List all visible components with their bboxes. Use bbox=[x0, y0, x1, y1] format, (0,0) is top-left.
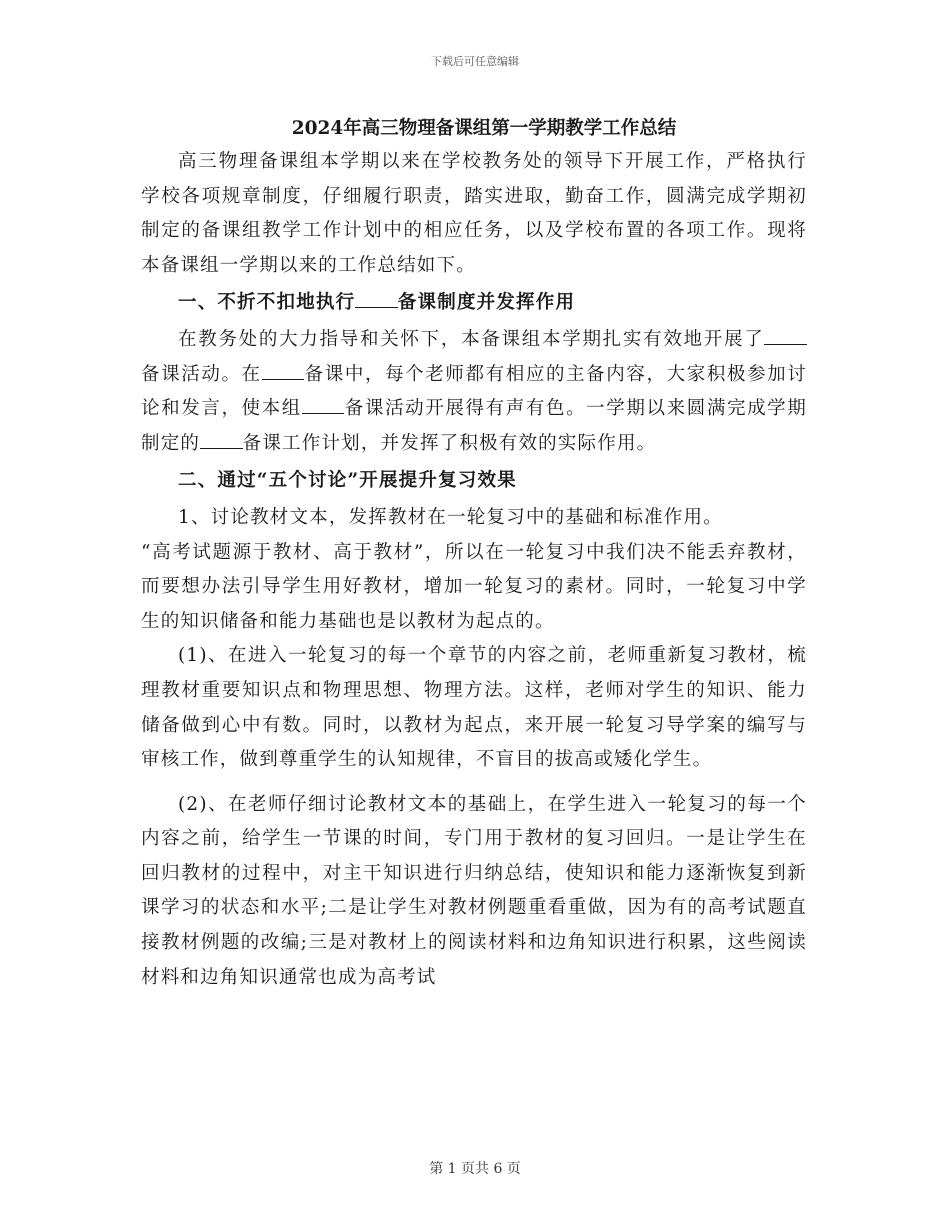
blank-underline bbox=[200, 429, 243, 449]
section-1-text-b: 备课活动。在 bbox=[141, 363, 262, 385]
document-body bbox=[141, 113, 807, 995]
section-1-text-e: 备课工作计划，并发挥了积极有效的实际作用。 bbox=[242, 432, 657, 454]
blank-underline bbox=[764, 325, 807, 345]
blank-underline bbox=[302, 395, 345, 415]
section-1-paragraph bbox=[141, 323, 807, 461]
intro-paragraph: 高三物理备课组本学期以来在学校教务处的领导下开展工作，严格执行学校各项规章制度，仔细履行职责，踏实进取，勤奋工作，圆满完成学期初制定的备课组教学工作计划中的相应任务，以及学校布置的各项工作。现将本备课组一学期以来的工作总结如下。 bbox=[141, 151, 807, 276]
section-1-text-a: 在教务处的大力指导和关怀下，本备课组本学期扎实有效地开展了 bbox=[178, 328, 765, 350]
section-2-item-1: 1、讨论教材文本，发挥教材在一轮复习中的基础和标准作用。 bbox=[178, 506, 723, 528]
page-footer: 第 1 页共 6 页 bbox=[429, 1161, 521, 1177]
section-2-sub-2: (2)、在老师仔细讨论教材文本的基础上，在学生进入一轮复习的每一个内容之前，给学生一节课的时间，专门用于教材的复习回归。一是让学生在回归教材的过程中，对主干知识进行归纳总结，使知识和能力逐渐恢复到新课学习的状态和水平;二是让学生对教材例题重看重做，因为有的高考试题直接教材例题的改编;三是对教材上的阅读材料和边角知识进行积累，这些阅读材料和边角知识通常也成为高考试 bbox=[141, 793, 807, 988]
header-note: 下载后可任意编辑 bbox=[431, 55, 519, 68]
section-1-heading-part-a: 一、不折不扣地执行 bbox=[178, 292, 356, 314]
section-2-item-1-continued: “高考试题源于教材、高于教材”，所以在一轮复习中我们决不能丢弃教材，而要想办法引导学生用好教材，增加一轮复习的素材。同时，一轮复习中学生的知识储备和能力基础也是以教材为起点的。 bbox=[141, 541, 807, 632]
blank-underline bbox=[355, 289, 398, 309]
section-1-heading bbox=[141, 286, 807, 321]
document-title: 2024年高三物理备课组第一学期教学工作总结 bbox=[291, 118, 677, 139]
section-1-text-c: 备课中，每个老师都有相应的主备内容，大家积极参加讨论和发言，使本组 bbox=[141, 363, 807, 420]
blank-underline bbox=[262, 360, 305, 380]
paragraph-gap bbox=[141, 778, 807, 788]
section-2-sub-1: (1)、在进入一轮复习的每一个章节的内容之前，老师重新复习教材，梳理教材重要知识点和物理思想、物理方法。这样，老师对学生的知识、能力储备做到心中有数。同时，以教材为起点，来开展一轮复习导学案的编写与审核工作，做到尊重学生的认知规律，不盲目的拔高或矮化学生。 bbox=[141, 645, 807, 771]
section-1-text-d: 备课活动开展得有声有色。一学期以来圆满完成学期制定的 bbox=[141, 398, 807, 454]
section-1-heading-part-b: 备课制度并发挥作用 bbox=[397, 292, 576, 314]
section-2-heading: 二、通过“五个讨论”开展提升复习效果 bbox=[178, 470, 517, 492]
